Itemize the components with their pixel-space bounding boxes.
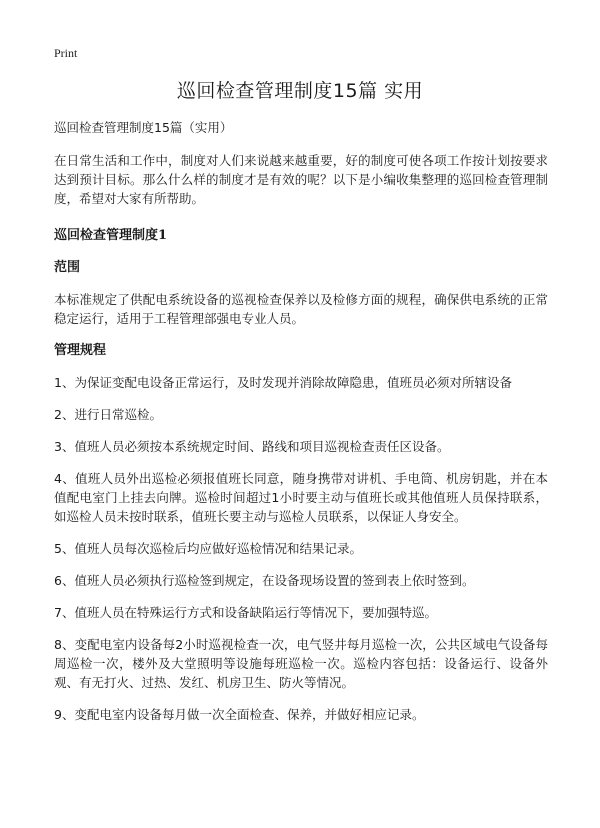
print-label[interactable]: Print [54, 46, 78, 60]
rule-item: 6、值班人员必须执行巡检签到规定，在设备现场设置的签到表上依时签到。 [54, 573, 475, 588]
rule-item: 3、值班人员必须按本系统规定时间、路线和项目巡视检查责任区设备。 [54, 439, 450, 454]
rule-item: 9、变配电室内设备每月做一次全面检查、保养，并做好相应记录。 [54, 707, 425, 722]
rule-item: 7、值班人员在特殊运行方式和设备缺陷运行等情况下，要加强特巡。 [54, 605, 437, 620]
rules-heading: 管理规程 [54, 343, 107, 358]
rules-list [54, 373, 548, 724]
rule-item: 1、为保证变配电设备正常运行，及时发现并消除故障隐患，值班员必须对所辖设备 [54, 375, 512, 390]
document-body [54, 118, 548, 737]
section-heading: 巡回检查管理制度1 [54, 228, 168, 243]
document-subtitle: 巡回检查管理制度15篇（实用） [54, 120, 233, 135]
rule-item: 8、变配电室内设备每2小时巡视检查一次，电气竖井每月巡检一次，公共区域电气设备每周巡检一次，楼外及大堂照明等设施每班巡检一次。巡检内容包括：设备运行、设备外观、有无打火、过热、发红、机房卫生、防火等情况。 [54, 637, 548, 690]
intro-paragraph: 在日常生活和工作中，制度对人们来说越来越重要，好的制度可使各项工作按计划按要求达到预计目标。那么什么样的制度才是有效的呢？以下是小编收集整理的巡回检查管理制度，希望对大家有所帮助。 [54, 153, 548, 206]
rule-item: 5、值班人员每次巡检后均应做好巡检情况和结果记录。 [54, 541, 362, 556]
rule-item: 4、值班人员外出巡检必须报值班长同意，随身携带对讲机、手电筒、机房钥匙，并在本值配电室门上挂去向牌。巡检时间超过1小时要主动与值班长或其他值班人员保持联系，如巡检人员未按时联系，值班长要主动与巡检人员联系，以保证人身安全。 [54, 471, 548, 524]
scope-heading: 范围 [54, 260, 81, 275]
scope-paragraph: 本标准规定了供配电系统设备的巡视检查保养以及检修方面的规程，确保供电系统的正常稳定运行，适用于工程管理部强电专业人员。 [54, 292, 548, 326]
rule-item: 2、进行日常巡检。 [54, 407, 162, 422]
page-title: 巡回检查管理制度15篇 实用 [176, 80, 424, 102]
